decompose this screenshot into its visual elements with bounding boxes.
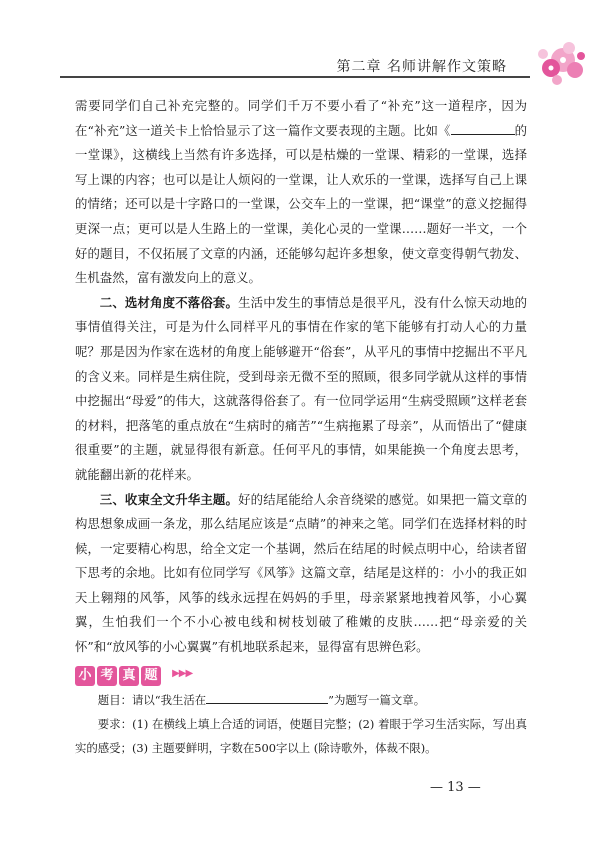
paragraph-intro — [75, 94, 527, 291]
exam-section-header — [75, 664, 527, 688]
point-3-heading: 三、收束全文升华主题。 — [99, 491, 239, 507]
intro-text-b: 的一堂课》，这横线上当然有许多选择，可以是枯燥的一堂课、精彩的一堂课，选择写上课的内容；也可以是让人烦闷的一堂课，让人欢乐的一堂课，选择写自己上课的情绪；还可以是十字路口的一堂课，公交车上的一堂课，把“课堂”的意义挖掘得更深一点；更可以是人生路上的一堂课，美化心灵的一堂课……题好一半文，一个好的题目，不仅拓展了文章的内涵，还能够勾起许多想象，使文章变得朝气勃发、生机盎然，富有激发向上的意义。 — [75, 122, 528, 286]
header-rule — [60, 76, 530, 78]
chapter-title: 第二章 名师讲解作文策略 — [336, 59, 507, 75]
intro-text-a: 需要同学们自己补充完整的。同学们千万不要小看了“补充”这一道程序，因为在“补充”这一道关卡上恰恰显示了这一篇作文要表现的主题。比如《 — [75, 98, 527, 138]
flower-decoration-icon — [523, 38, 589, 90]
exam-requirements: 要求：(1) 在横线上填上合适的词语，使题目完整；(2) 着眼于学习生活实际，写出真实的感受；(3) 主题要鲜明，字数在500字以上 (除诗歌外，体裁不限)。 — [75, 716, 527, 755]
page-number: — 13 — — [430, 780, 481, 795]
paragraph-point-3 — [75, 488, 527, 660]
badge-char: 真 — [119, 666, 139, 686]
arrow-icon: ▶▶▶ — [172, 667, 193, 679]
badge-char: 小 — [75, 666, 95, 686]
question-text-b: ”为题写一篇文章。 — [328, 692, 426, 707]
exam-question — [75, 688, 527, 712]
exam-badge — [75, 664, 163, 684]
point-3-text: 好的结尾能给人余音绕梁的感觉。如果把一篇文章的构思想象成画一条龙，那么结尾应该是“点睛”的神来之笔。同学们在选择材料的时候，一定要精心构思，给全文定一个基调，然后在结尾的时候点明中心，给读者留下思考的余地。比如有位同学写《风筝》这篇文章，结尾是这样的：小小的我正如天上翱翔的风筝，风筝的线永远捏在妈妈的手里，母亲紧紧地拽着风筝，小心翼翼，生怕我们一个不小心被电线和树枝划破了稚嫩的皮肤……把“母亲爱的关怀”和“放风筝的小心翼翼”有机地联系起来，显得富有思辨色彩。 — [75, 491, 528, 655]
title-blank — [451, 122, 515, 135]
page-header — [60, 44, 595, 84]
point-2-heading: 二、选材角度不落俗套。 — [99, 294, 239, 310]
main-content — [75, 94, 527, 760]
paragraph-point-2 — [75, 291, 527, 488]
question-blank — [206, 692, 328, 704]
badge-char: 题 — [141, 666, 161, 686]
badge-char: 考 — [97, 666, 117, 686]
point-2-text: 生活中发生的事情总是很平凡，没有什么惊天动地的事情值得关注，可是为什么同样平凡的事情在作家的笔下能够有打动人心的力量呢？那是因为作家在选材的角度上能够避开“俗套”，从平凡的事情中挖掘出不平凡的含义来。同样是生病住院，受到母亲无微不至的照顾，很多同学就从这样的事情中挖掘出“母爱”的伟大，这就落得俗套了。有一位同学运用“生病受照顾”这样老套的材料，把落笔的重点放在“生病时的痛苦”“生病拖累了母亲”，从而悟出了“健康很重要”的主题，就显得很有新意。任何平凡的事情，如果能换一个角度去思考，就能翻出新的花样来。 — [75, 294, 528, 482]
question-text-a: 题目：请以“我生活在 — [97, 692, 207, 707]
